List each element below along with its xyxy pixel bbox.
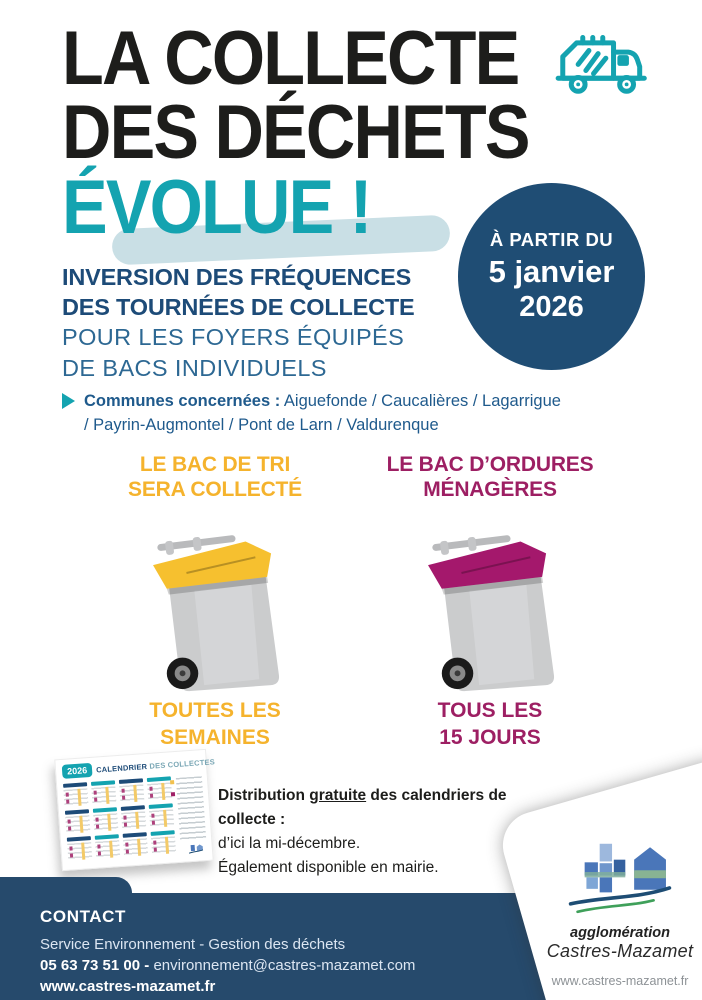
calendar-month — [95, 834, 121, 859]
calendar-year-badge: 2026 — [62, 763, 93, 779]
distribution-bold-prefix: Distribution — [218, 787, 310, 804]
household-heading-line1: LE BAC D’ORDURES — [386, 453, 594, 476]
start-date-year: 2026 — [519, 291, 584, 323]
communes-section — [62, 390, 607, 438]
calendar-month — [121, 805, 147, 830]
calendar-month — [93, 807, 119, 832]
intro-light-line-1: POUR LES FOYERS ÉQUIPÉS — [62, 324, 405, 351]
distribution-underlined-word: gratuite — [309, 787, 367, 804]
distribution-line3: Également disponible en mairie. — [218, 859, 439, 877]
communes-label: Communes concernées : — [84, 392, 281, 410]
recycling-column — [85, 452, 345, 751]
contact-service: Service Environnement - Gestion des déchets — [40, 936, 346, 953]
distribution-line2: d’ici la mi-décembre. — [218, 835, 361, 853]
intro-bold-line-1: INVERSION DES FRÉQUENCES — [62, 264, 412, 290]
logo-line2: Castres-Mazamet — [546, 941, 694, 961]
agglomeration-logo — [540, 842, 700, 988]
calendar-title-light: DES COLLECTES — [146, 756, 216, 771]
title-line-3: ÉVOLUE ! — [62, 164, 371, 250]
household-heading-line2: MÉNAGÈRES — [423, 478, 557, 502]
calendar-title-bold: CALENDRIER — [95, 761, 148, 775]
page-title — [62, 16, 581, 250]
intro-bold-line-2: DES TOURNÉES DE COLLECTE — [62, 294, 415, 321]
household-column — [360, 452, 620, 751]
title-line-1: LA COLLECTE — [62, 16, 519, 101]
calendar-month — [151, 830, 177, 855]
start-date-prefix: À PARTIR DU — [489, 229, 614, 250]
calendar-month — [67, 836, 93, 861]
calendar-month — [63, 782, 89, 807]
logo-line1: agglomération — [570, 925, 670, 941]
intro-light-line-2: DE BACS INDIVIDUELS — [62, 355, 327, 382]
communes-list-line1: Aiguefonde / Caucalières / Lagarrigue — [280, 392, 561, 410]
recycling-frequency-line2: SEMAINES — [160, 725, 270, 749]
title-line-2: DES DÉCHETS — [62, 90, 529, 176]
agglomeration-logo-icon — [565, 842, 675, 918]
calendar-month — [65, 809, 91, 834]
recycling-heading-line2: SERA COLLECTÉ — [128, 478, 302, 502]
household-frequency-line1: TOUS LES — [437, 699, 543, 723]
distribution-bold-suffix: des calendriers de collecte : — [218, 787, 507, 829]
start-date-day: 5 janvier — [488, 254, 615, 289]
calendar-month — [91, 780, 117, 805]
recycling-bin-icon — [131, 512, 299, 694]
calendar-month — [123, 832, 149, 857]
communes-list-line2: / Payrin-Augmontel / Pont de Larn / Valdurenque — [84, 415, 439, 434]
calendar-months-grid — [63, 776, 176, 860]
contact-email[interactable]: environnement@castres-mazamet.com — [153, 957, 416, 974]
contact-website[interactable]: www.castres-mazamet.fr — [40, 978, 216, 995]
logo-website[interactable]: www.castres-mazamet.fr — [551, 974, 689, 988]
calendar-mini-logo-icon — [188, 843, 205, 856]
recycling-frequency-line1: TOUTES LES — [149, 699, 281, 723]
contact-phone[interactable]: 05 63 73 51 00 - — [40, 957, 154, 974]
calendar-legend — [176, 776, 206, 840]
intro-text — [62, 262, 415, 384]
calendar-month — [149, 803, 175, 828]
calendar-month — [119, 778, 145, 803]
arrow-right-icon — [62, 393, 75, 409]
recycling-heading-line1: LE BAC DE TRI — [139, 453, 291, 476]
calendar-month — [147, 776, 173, 801]
household-frequency-line2: 15 JOURS — [439, 725, 541, 749]
contact-label: CONTACT — [40, 907, 127, 926]
household-bin-icon — [406, 512, 574, 694]
calendar-thumbnail — [54, 749, 216, 871]
